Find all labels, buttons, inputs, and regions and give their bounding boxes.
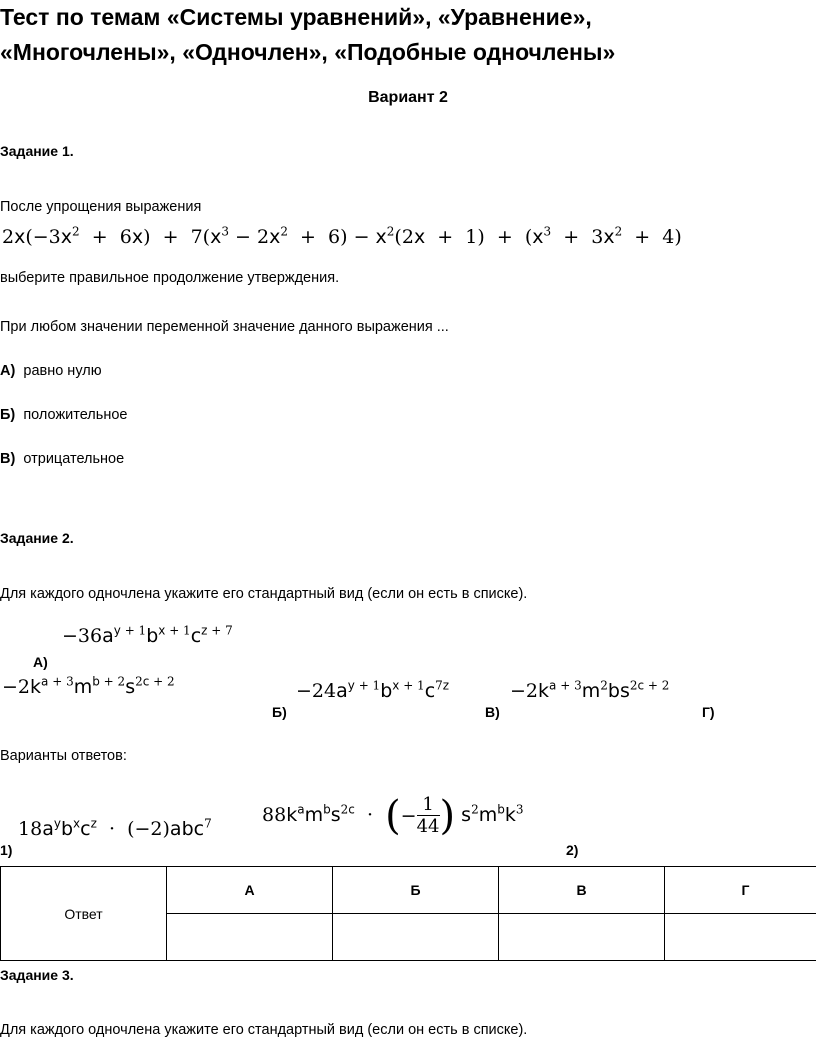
- task2-heading: Задание 2.: [0, 530, 74, 546]
- task1-option-v[interactable]: [0, 451, 124, 467]
- column-header-g: Г: [665, 867, 816, 914]
- column-header-a: А: [167, 867, 333, 914]
- column-header-b: Б: [333, 867, 499, 914]
- monomial-b: $-24a^{y + 1}b^{x + 1}c^{7z}$: [296, 678, 450, 702]
- option-text: отрицательное: [23, 451, 125, 467]
- option-letter: Б): [0, 407, 16, 423]
- monomial-a-bottom: $-2k^{a + 3}m^{b + 2}s^{2c + 2}$: [2, 674, 175, 698]
- answer-1-expression: $18a^yb^xc^z \cdot (-2)abc^7$: [18, 816, 212, 840]
- answer-label-2: 2): [566, 842, 579, 858]
- task1-instruction: выберите правильное продолжение утверждения.: [0, 270, 340, 286]
- option-text: положительное: [23, 407, 128, 423]
- task1-intro: После упрощения выражения: [0, 199, 202, 215]
- answer-2-expression: $88k^am^bs^{2c}$ · (− $\frac{1}{44}$ ) $s^2m^bk^3$: [262, 793, 524, 839]
- label-a: А): [33, 654, 48, 670]
- task1-statement: При любом значении переменной значение данного выражения ...: [0, 319, 449, 335]
- answer-row-label: Ответ: [1, 867, 167, 961]
- task3-instruction: Для каждого одночлена укажите его стандартный вид (если он есть в списке).: [0, 1022, 528, 1038]
- page-title-line2: «Многочлены», «Одночлен», «Подобные одночлены»: [0, 39, 616, 65]
- label-v: В): [485, 704, 500, 720]
- answer-cell-v[interactable]: [499, 914, 665, 961]
- task1-option-a[interactable]: [0, 363, 102, 379]
- option-text: равно нулю: [23, 363, 102, 379]
- monomial-a-top: $-36a^{y + 1}b^{x + 1}c^{z + 7}$: [62, 623, 233, 647]
- task1-option-b[interactable]: [0, 407, 127, 423]
- answer-cell-a[interactable]: [167, 914, 333, 961]
- variant-label: Вариант 2: [368, 89, 448, 106]
- option-letter: А): [0, 363, 16, 379]
- answers-heading: Варианты ответов:: [0, 748, 127, 764]
- task1-expression: $2x(-3x^2 + 6x) + 7(x^3 - 2x^2 + 6) - x^2(2x + 1) + (x^3 + 3x^2 + 4)$: [2, 224, 682, 248]
- option-letter: В): [0, 451, 16, 467]
- column-header-v: В: [499, 867, 665, 914]
- monomial-v: $-2k^{a + 3}m^2bs^{2c + 2}$: [510, 678, 670, 702]
- answer-table: [0, 866, 816, 961]
- label-b: Б): [272, 704, 287, 720]
- answer-cell-b[interactable]: [333, 914, 499, 961]
- answer-cell-g[interactable]: [665, 914, 816, 961]
- label-g: Г): [702, 704, 715, 720]
- task2-instruction: Для каждого одночлена укажите его стандартный вид (если он есть в списке).: [0, 586, 528, 602]
- answer-label-1: 1): [0, 842, 13, 858]
- page-title-line1: Тест по темам «Системы уравнений», «Уравнение»,: [0, 4, 592, 30]
- task1-heading: Задание 1.: [0, 143, 74, 159]
- task3-heading: Задание 3.: [0, 967, 74, 983]
